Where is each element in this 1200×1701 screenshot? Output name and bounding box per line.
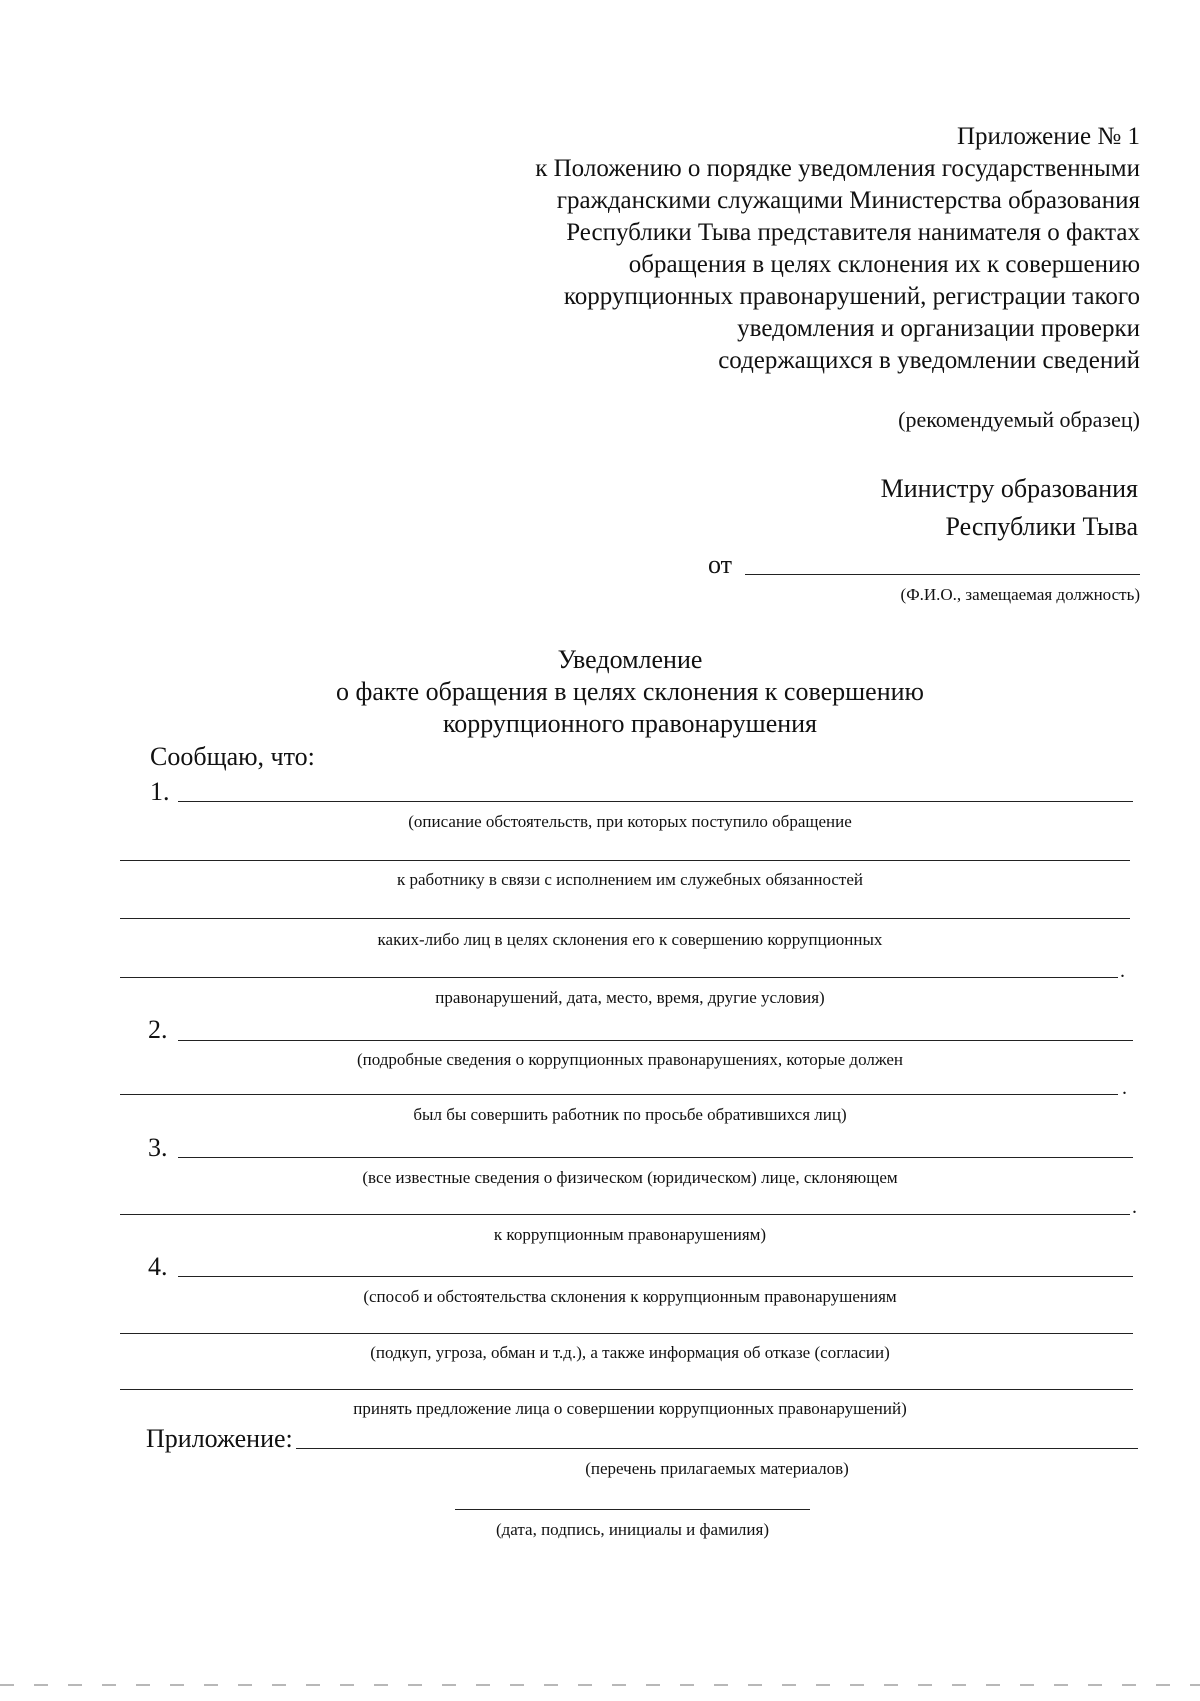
item-hint: к коррупционным правонарушениям)	[493, 1225, 767, 1244]
document-subtitle: о факте обращения в целях склонения к совершению	[336, 677, 924, 706]
item-hint: (все известные сведения о физическом (юридическом) лице, склоняющем	[362, 1168, 898, 1187]
attachment-label: Приложение:	[146, 1424, 293, 1453]
item-2-field[interactable]	[178, 1040, 1133, 1041]
item-2-field[interactable]	[120, 1094, 1118, 1095]
attachment-hint: (перечень прилагаемых материалов)	[585, 1459, 849, 1478]
appendix-title: Приложение № 1	[956, 123, 1140, 150]
period-mark: .	[1120, 960, 1125, 982]
signature-field[interactable]	[455, 1509, 810, 1510]
appendix-basis-line: Республики Тыва представителя нанимателя о фактах	[566, 219, 1140, 246]
from-fio-field[interactable]	[745, 574, 1140, 575]
item-1-field[interactable]	[178, 801, 1133, 802]
appendix-basis-line: уведомления и организации проверки	[737, 315, 1140, 342]
appendix-basis-line: к Положению о порядке уведомления государственными	[535, 155, 1140, 182]
item-number: 1.	[150, 777, 170, 806]
period-mark: .	[1132, 1196, 1137, 1218]
addressee-line: Министру образования	[880, 474, 1138, 503]
item-number: 2.	[148, 1015, 168, 1044]
item-hint: принять предложение лица о совершении коррупционных правонарушений)	[353, 1399, 907, 1418]
intro-text: Сообщаю, что:	[150, 742, 315, 771]
sample-note: (рекомендуемый образец)	[898, 407, 1140, 432]
item-number: 3.	[148, 1133, 168, 1162]
item-1-field[interactable]	[120, 918, 1130, 919]
item-4-field[interactable]	[120, 1389, 1133, 1390]
item-hint: (подкуп, угроза, обман и т.д.), а также информация об отказе (согласии)	[370, 1343, 890, 1362]
item-hint: каких-либо лиц в целях склонения его к совершению коррупционных	[377, 930, 883, 949]
item-3-field[interactable]	[178, 1157, 1133, 1158]
signature-hint: (дата, подпись, инициалы и фамилия)	[495, 1520, 769, 1539]
item-1-field[interactable]	[120, 977, 1118, 978]
item-1-field[interactable]	[120, 860, 1130, 861]
item-hint: (способ и обстоятельства склонения к коррупционным правонарушениям	[363, 1287, 897, 1306]
document-title: Уведомление	[557, 645, 703, 674]
item-hint: (описание обстоятельств, при которых поступило обращение	[408, 812, 852, 831]
appendix-basis-line: коррупционных правонарушений, регистрации такого	[563, 283, 1140, 310]
period-mark: .	[1122, 1077, 1127, 1099]
scan-artifact-dashes	[0, 1684, 1200, 1686]
item-4-field[interactable]	[178, 1276, 1133, 1277]
from-label: от	[708, 550, 733, 579]
item-number: 4.	[148, 1252, 168, 1281]
item-hint: (подробные сведения о коррупционных правонарушениях, которые должен	[356, 1050, 903, 1069]
item-hint: был бы совершить работник по просьбе обратившихся лиц)	[413, 1105, 847, 1124]
item-3-field[interactable]	[120, 1214, 1130, 1215]
item-4-field[interactable]	[120, 1333, 1133, 1334]
attachment-field[interactable]	[296, 1448, 1138, 1449]
item-hint: правонарушений, дата, место, время, другие условия)	[435, 988, 825, 1007]
appendix-basis-line: гражданскими служащими Министерства образования	[556, 187, 1140, 214]
addressee-line: Республики Тыва	[945, 512, 1138, 541]
item-hint: к работнику в связи с исполнением им служебных обязанностей	[396, 870, 863, 889]
from-hint: (Ф.И.О., замещаемая должность)	[900, 585, 1140, 604]
appendix-basis-line: обращения в целях склонения их к совершению	[628, 251, 1140, 278]
appendix-basis-line: содержащихся в уведомлении сведений	[718, 347, 1140, 374]
document-subtitle: коррупционного правонарушения	[442, 709, 818, 738]
